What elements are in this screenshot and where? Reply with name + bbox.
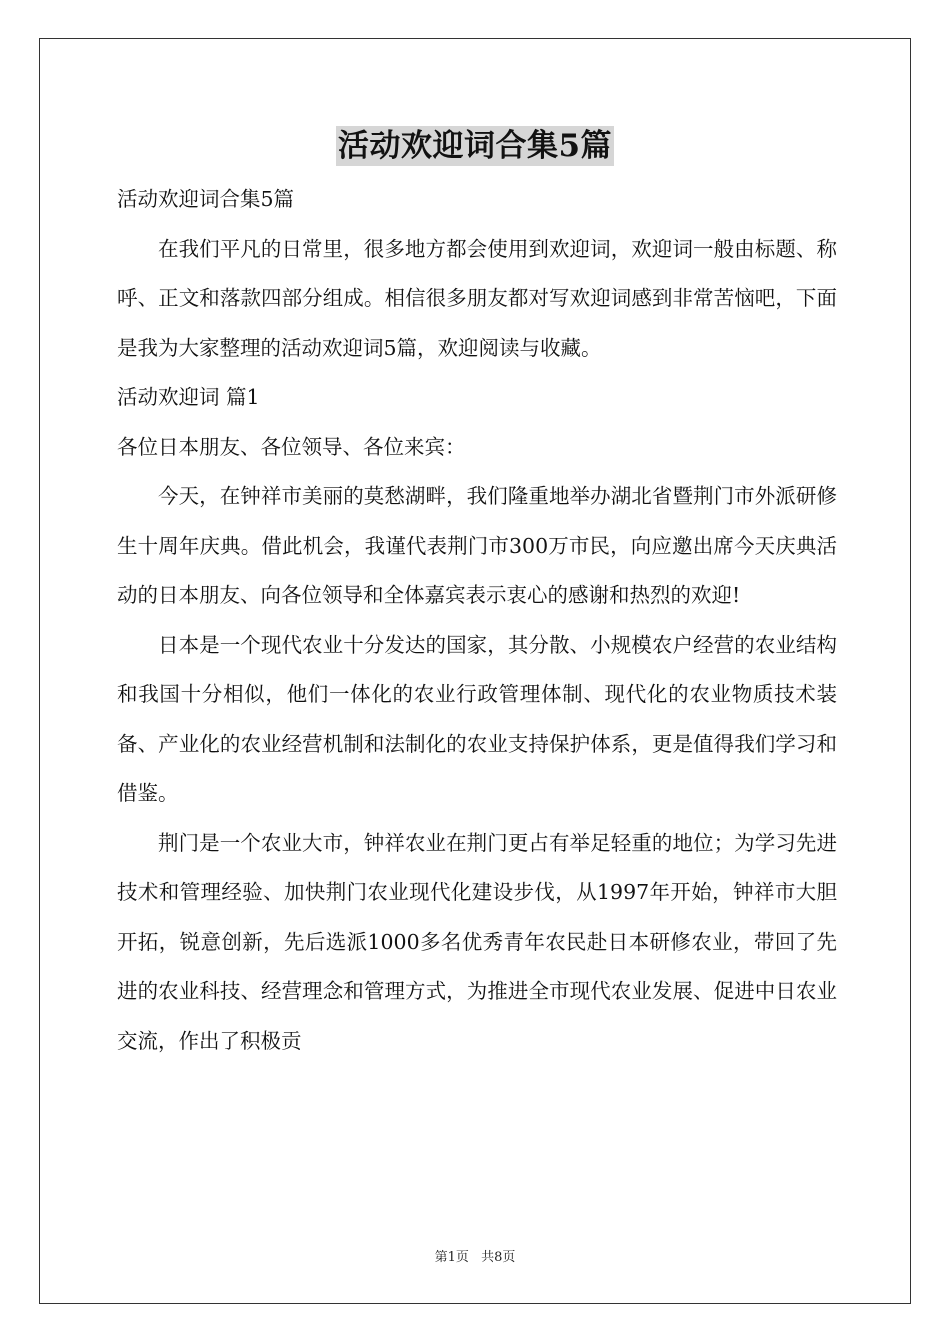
page-number-current: 第1页 — [434, 1250, 469, 1265]
page-footer — [0, 1246, 950, 1265]
title-container — [0, 126, 950, 166]
body-paragraph: 日本是一个现代农业十分发达的国家，其分散、小规模农户经营的农业结构和我国十分相似，他们一体化的农业行政管理体制、现代化的农业物质技术装备、产业化的农业经营机制和法制化的农业支持保护体系，更是值得我们学习和借鉴。 — [117, 632, 837, 805]
document-subtitle: 活动欢迎词合集5篇 — [117, 187, 295, 211]
salutation: 各位日本朋友、各位领导、各位来宾： — [117, 434, 466, 459]
section-heading: 活动欢迎词 篇1 — [117, 385, 260, 409]
page-number-total: 共8页 — [481, 1250, 516, 1265]
document-body — [117, 175, 837, 1066]
intro-paragraph: 在我们平凡的日常里，很多地方都会使用到欢迎词，欢迎词一般由标题、称呼、正文和落款四部分组成。相信很多朋友都对写欢迎词感到非常苦恼吧，下面是我为大家整理的活动欢迎词5篇，欢迎阅读与收藏。 — [117, 236, 837, 360]
document-title: 活动欢迎词合集5篇 — [337, 128, 613, 164]
body-paragraph: 今天，在钟祥市美丽的莫愁湖畔，我们隆重地举办湖北省暨荆门市外派研修生十周年庆典。借此机会，我谨代表荆门市300万市民，向应邀出席今天庆典活动的日本朋友、向各位领导和全体嘉宾表示衷心的感谢和热烈的欢迎! — [117, 484, 837, 607]
body-paragraph: 荆门是一个农业大市，钟祥农业在荆门更占有举足轻重的地位；为学习先进技术和管理经验、加快荆门农业现代化建设步伐，从1997年开始，钟祥市大胆开拓，锐意创新，先后选派1000多名优秀青年农民赴日本研修农业，带回了先进的农业科技、经营理念和管理方式，为推进全市现代农业发展、促进中日农业交流，作出了积极贡 — [117, 830, 837, 1053]
